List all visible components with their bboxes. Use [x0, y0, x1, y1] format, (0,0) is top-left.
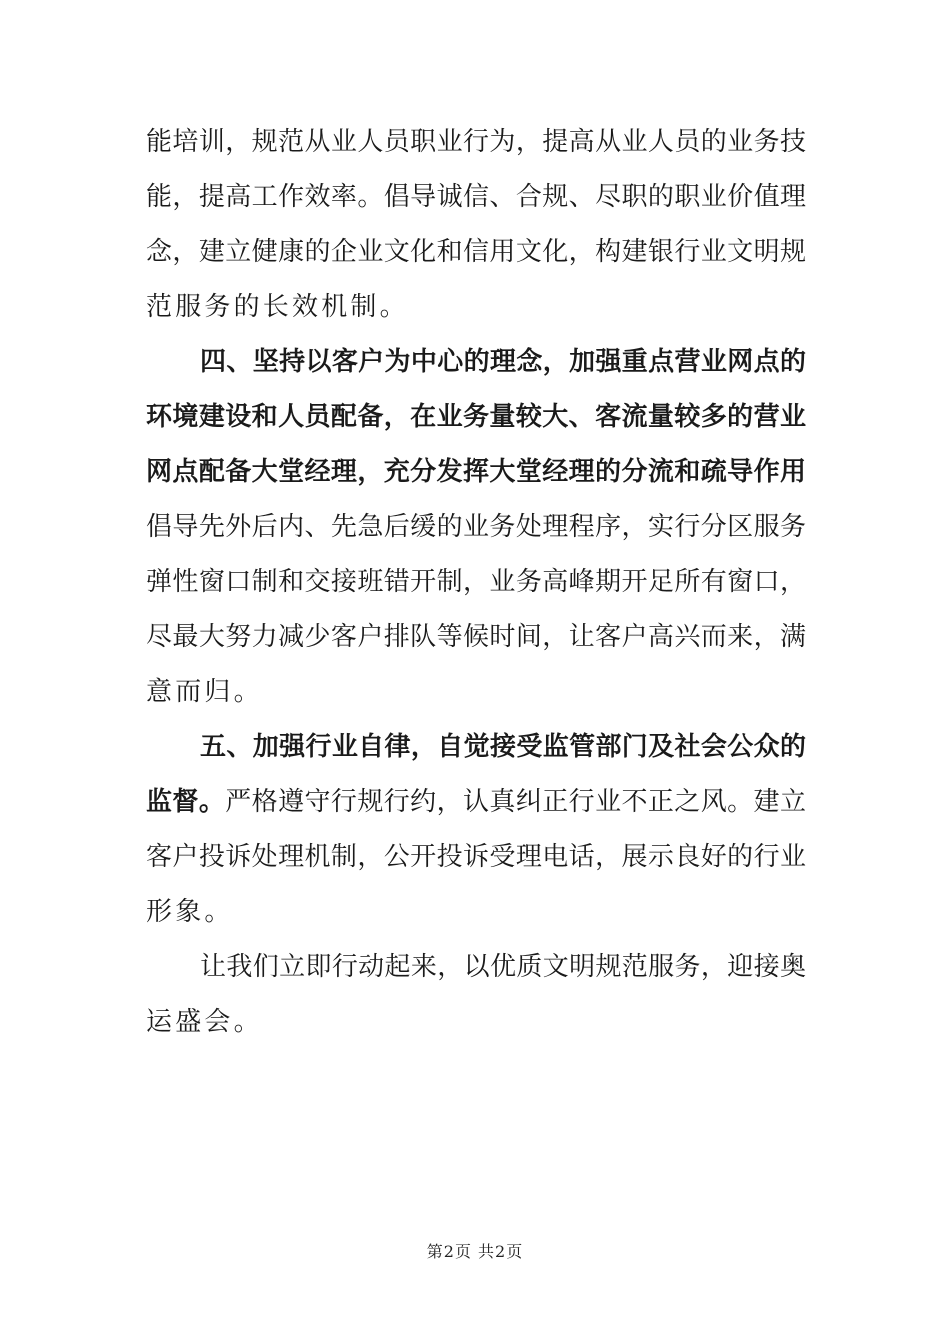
- paragraph-line: 念，建立健康的企业文化和信用文化，构建银行业文明规: [146, 237, 806, 267]
- paragraph-line: 能培训，规范从业人员职业行为，提高从业人员的业务技: [146, 127, 806, 157]
- section-heading-line: 网点配备大堂经理，充分发挥大堂经理的分流和疏导作用: [146, 457, 806, 487]
- section-heading-fragment: 监督。: [146, 787, 226, 817]
- paragraph-line: 客户投诉处理机制，公开投诉受理电话，展示良好的行业: [146, 842, 806, 872]
- section-heading-line: 环境建设和人员配备，在业务量较大、客流量较多的营业: [146, 402, 806, 432]
- page-number: 第2页 共2页: [426, 1242, 524, 1261]
- section-heading-line: 四、坚持以客户为中心的理念，加强重点营业网点的: [200, 347, 806, 377]
- section-heading-line: 五、加强行业自律，自觉接受监管部门及社会公众的: [200, 732, 806, 762]
- paragraph-line: 让我们立即行动起来，以优质文明规范服务，迎接奥: [200, 952, 806, 982]
- paragraph-line: 意而归。: [146, 677, 263, 707]
- paragraph-line: 运盛会。: [146, 1007, 263, 1037]
- paragraph-line: 倡导先外后内、先急后缓的业务处理程序，实行分区服务: [146, 512, 806, 542]
- paragraph-line: 尽最大努力减少客户排队等候时间，让客户高兴而来，满: [146, 622, 806, 652]
- paragraph-line: 形象。: [146, 897, 234, 927]
- paragraph-line: 范服务的长效机制。: [146, 292, 409, 322]
- paragraph-line: 弹性窗口制和交接班错开制，业务高峰期开足所有窗口，: [146, 567, 806, 597]
- paragraph-line: 能，提高工作效率。倡导诚信、合规、尽职的职业价值理: [146, 182, 806, 212]
- paragraph-fragment: 严格遵守行规行约，认真纠正行业不正之风。建立: [225, 787, 806, 817]
- paragraph-line: [146, 782, 806, 822]
